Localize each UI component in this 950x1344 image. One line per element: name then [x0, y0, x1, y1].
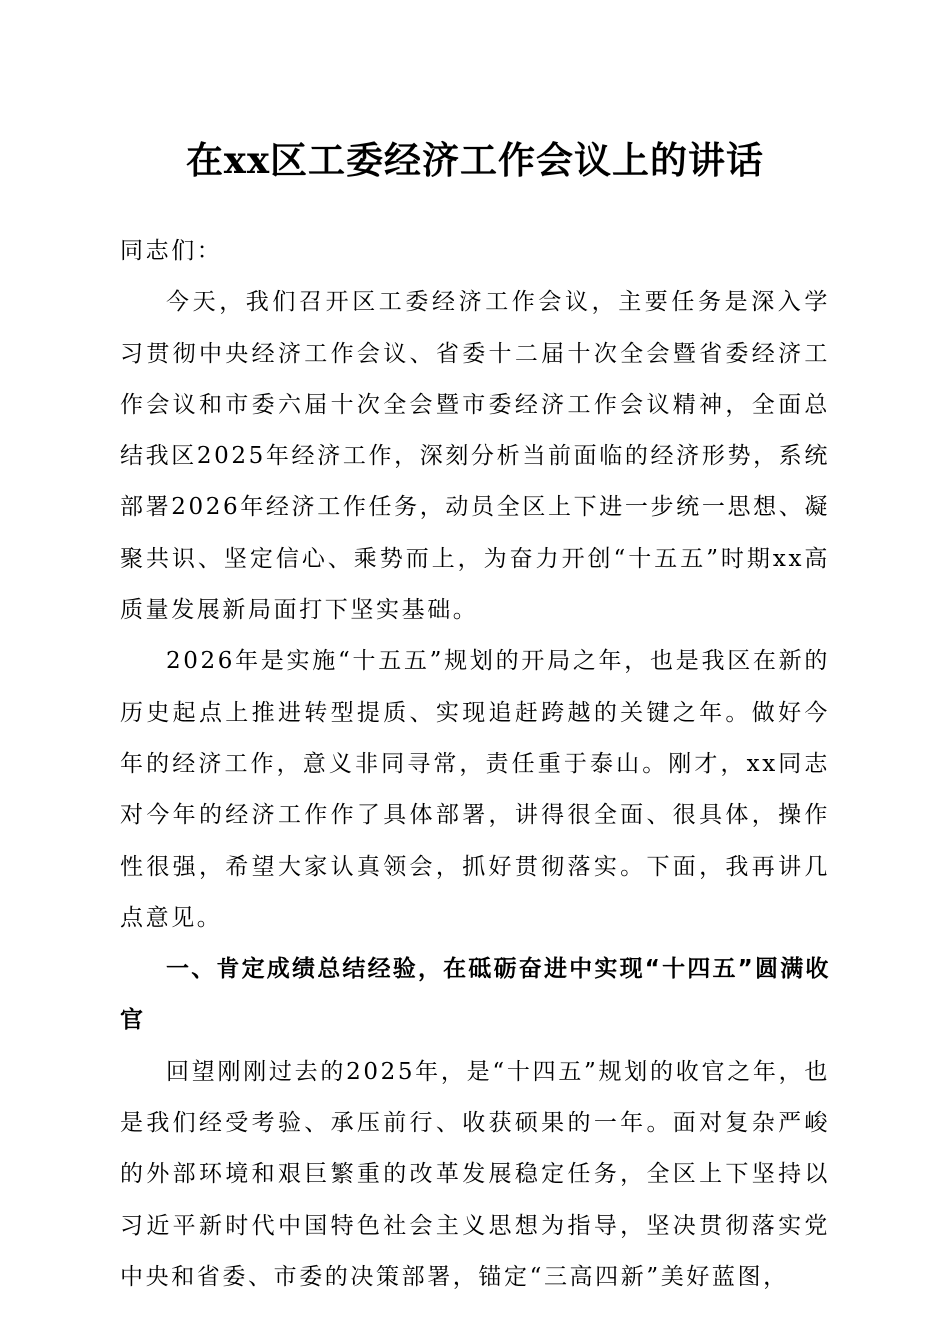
paragraph-review-2025: 回望刚刚过去的2025年，是“十四五”规划的收官之年，也是我们经受考验、承压前行、收获硕果的一年。面对复杂严峻的外部环境和艰巨繁重的改革发展稳定任务，全区上下坚持以习近平新时代中国特色社会主义思想为指导，坚决贯彻落实党中央和省委、市委的决策部署，锚定“三高四新”美好蓝图， [120, 1058, 830, 1290]
document-title: 在xx区工委经济工作会议上的讲话 [185, 138, 765, 182]
document-body [120, 226, 830, 1303]
paragraph-2026: 2026年是实施“十五五”规划的开局之年，也是我区在新的历史起点上推进转型提质、实现追赶跨越的关键之年。做好今年的经济工作，意义非同寻常，责任重于泰山。刚才，xx同志对今年的经济工作作了具体部署，讲得很全面、很具体，操作性很强，希望大家认真领会，抓好贯彻落实。下面，我再讲几点意见。 [120, 648, 830, 931]
section-heading-1: 一、肯定成绩总结经验，在砥砺奋进中实现“十四五”圆满收官 [120, 956, 830, 1034]
salutation: 同志们： [120, 238, 223, 264]
paragraph-intro: 今天，我们召开区工委经济工作会议，主要任务是深入学习贯彻中央经济工作会议、省委十二届十次全会暨省委经济工作会议和市委六届十次全会暨市委经济工作会议精神，全面总结我区2025年经济工作，深刻分析当前面临的经济形势，系统部署2026年经济工作任务，动员全区上下进一步统一思想、凝聚共识、坚定信心、乘势而上，为奋力开创“十五五”时期xx高质量发展新局面打下坚实基础。 [120, 289, 830, 624]
